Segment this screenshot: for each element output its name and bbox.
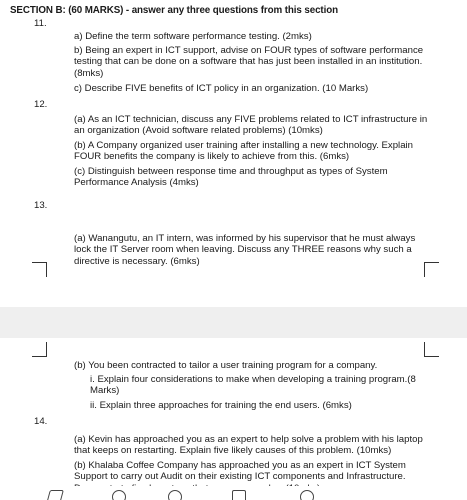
question-14a: (a) Kevin has approached you as an expert to help solve a problem with his laptop that keeps on restarting. Explain five likely causes of this problem. (10mks) <box>74 434 423 457</box>
question-number-13: 13. <box>34 200 48 211</box>
question-14b: (b) Khalaba Coffee Company has approached you as an expert in ICT System Support to carry out Audit on their existing ICT components and Infrastructure. <box>74 460 406 483</box>
question-12c: (c) Distinguish between response time and throughput as types of System Performance Analysis (4mks) <box>74 166 388 189</box>
question-13b-i: i. Explain four considerations to make when developing a training program.(8 Marks) <box>90 374 416 397</box>
bookmark-icon[interactable] <box>232 490 246 500</box>
crop-mark-bottom-right <box>424 342 439 357</box>
more-icon[interactable] <box>300 490 314 500</box>
crop-mark-bottom-left <box>32 342 47 357</box>
page-separator <box>0 307 467 338</box>
question-11c: c) Describe FIVE benefits of ICT policy in an organization. (10 Marks) <box>74 83 369 94</box>
edit-icon[interactable] <box>46 490 64 500</box>
question-13a: (a) Wanangutu, an IT intern, was informed by his supervisor that he must always lock the IT Server room when leaving. Discuss any THREE reasons why such a directive is necessary. (6mks) <box>74 233 416 267</box>
crop-mark-top-right <box>424 262 439 277</box>
question-number-11: 11. <box>34 18 47 29</box>
viewer-toolbar <box>0 486 467 500</box>
question-number-14: 14. <box>34 416 48 427</box>
question-11b: b) Being an expert in ICT support, advise on FOUR types of software performance testing that can be done on a software that has just been installed in an institution.(8mks) <box>74 45 424 79</box>
question-12b: (b) A Company organized user training after installing a new technology. Explain FOUR benefits the company is likely to achieve from this. (6mks) <box>74 140 413 163</box>
share-icon[interactable] <box>112 490 126 500</box>
section-heading: SECTION B: (60 MARKS) - answer any three questions from this section <box>10 5 338 16</box>
question-13b: (b) You been contracted to tailor a user training program for a company. <box>74 360 378 371</box>
question-11a: a) Define the term software performance testing. (2mks) <box>74 31 312 42</box>
question-12a: (a) As an ICT technician, discuss any FIVE problems related to ICT infrastructure in an organization (Avoid software related problems) (10mks) <box>74 114 428 137</box>
question-13b-ii: ii. Explain three approaches for training the end users. (6mks) <box>90 400 352 411</box>
search-icon[interactable] <box>168 490 182 500</box>
question-number-12: 12. <box>34 99 48 110</box>
crop-mark-top-left <box>32 262 47 277</box>
